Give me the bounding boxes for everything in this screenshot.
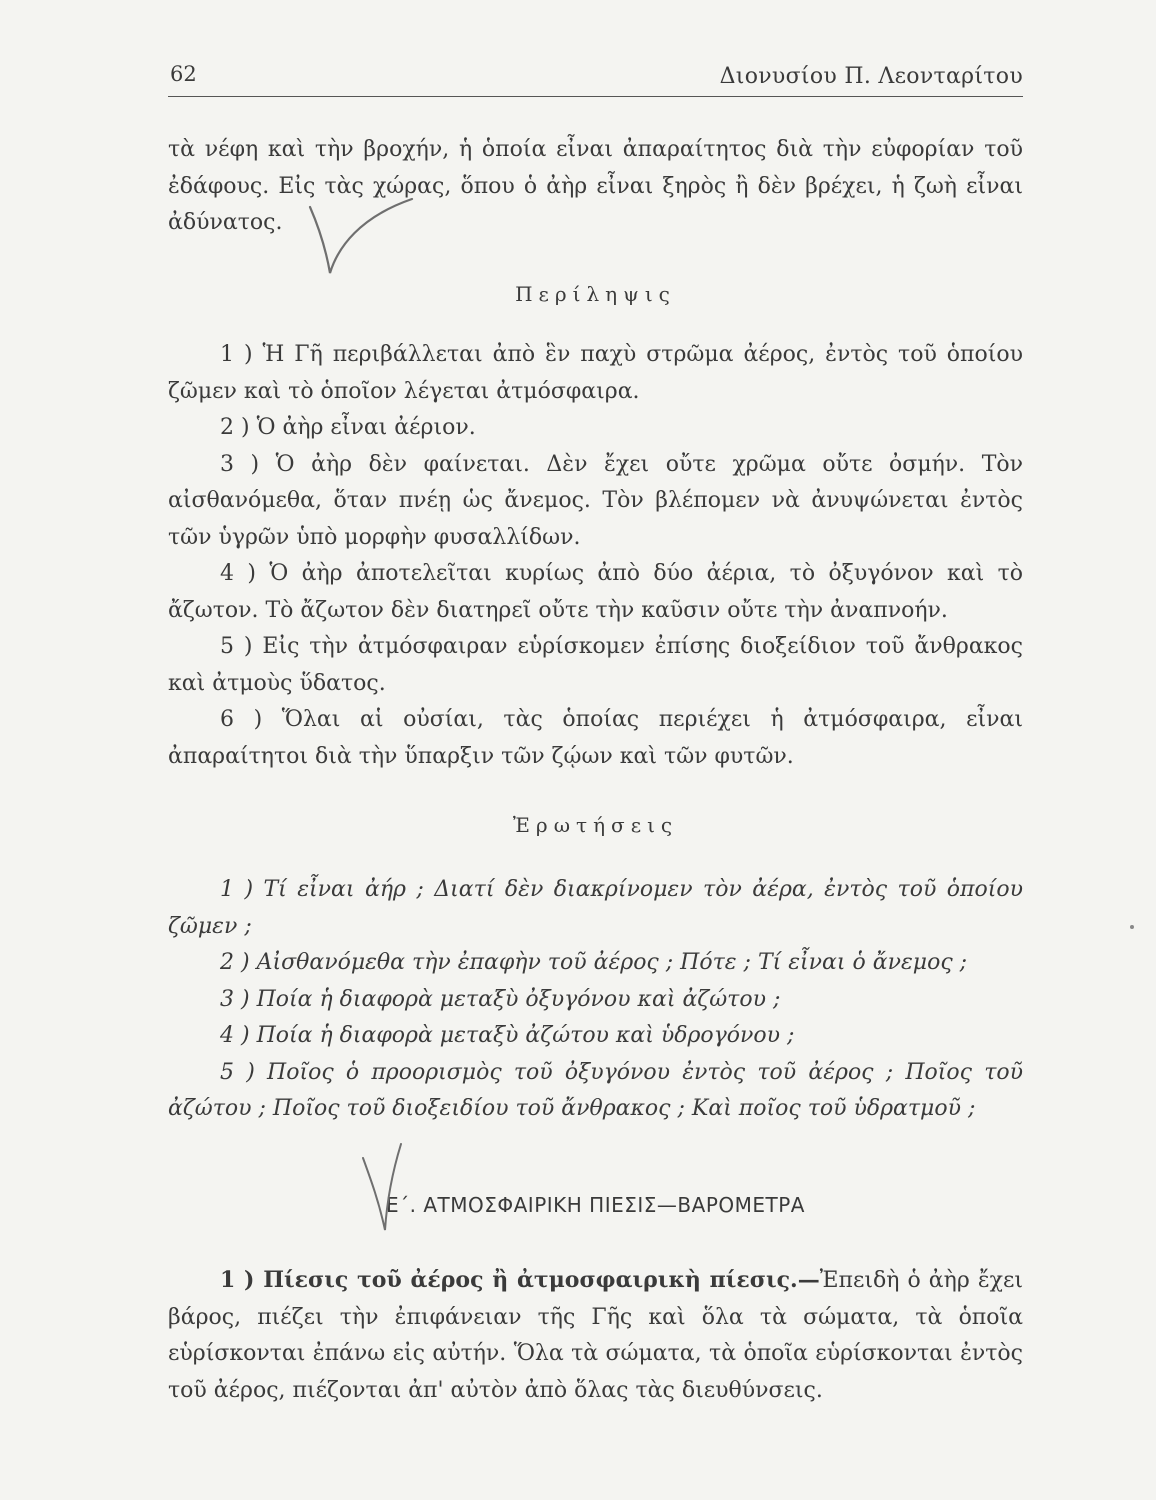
page-number: 62 [170,62,197,86]
question-item: 4 ) Ποία ἡ διαφορὰ μεταξὺ ἀζώτου καὶ ὑδρογόνου ; [220,1023,795,1048]
subsection-text: Ἐπειδὴ ὁ ἀὴρ ἔχει βάρος, πιέζει τὴν ἐπιφάνειαν τῆς Γῆς καὶ ὅλα τὰ σώματα, τὰ ὁποῖα εὑρίσκονται ἐπάνω εἰς αὐτήν. Ὅλα τὰ σώματα, τὰ ὁποῖα εὑρίσκονται ἐντὸς τοῦ ἀέρος, πιέζονται ἀπ' αὐτὸν ἀπὸ ὅλας τὰς διευθύνσεις. [168,1268,1023,1403]
questions-list [168,872,1023,1128]
summary-item: 3 ) Ὁ ἀὴρ δὲν φαίνεται. Δὲν ἔχει οὔτε χρῶμα οὔτε ὀσμήν. Τὸν αἰσθανόμεθα, ὅταν πνέῃ ὡς ἄνεμος. Τὸν βλέπομεν νὰ ἀνυψώνεται ἐντὸς τῶν ὑγρῶν ὑπὸ μορφὴν φυσαλλίδων. [168,451,1023,550]
paper-speck [1130,925,1134,929]
question-item: 3 ) Ποία ἡ διαφορὰ μεταξὺ ὀξυγόνου καὶ ἀζώτου ; [220,986,781,1012]
summary-item: 2 ) Ὁ ἀὴρ εἶναι ἀέριον. [220,415,476,440]
question-item: 2 ) Αἰσθανόμεθα τὴν ἐπαφὴν τοῦ ἀέρος ; Πότε ; Τί εἶναι ὁ ἄνεμος ; [220,950,968,975]
summary-item: 5 ) Εἰς τὴν ἀτμόσφαιραν εὑρίσκομεν ἐπίσης διοξείδιον τοῦ ἄνθρακος καὶ ἀτμοὺς ὕδατος. [168,634,1023,696]
subsection-paragraph [168,1262,1023,1409]
subsection-heading: 1 ) Πίεσις τοῦ ἀέρος ἢ ἀτμοσφαιρικὴ πίεσις.— [220,1267,820,1293]
intro-paragraph: τὰ νέφη καὶ τὴν βροχήν, ἡ ὁποία εἶναι ἀπαραίτητος διὰ τὴν εὐφορίαν τοῦ ἐδάφους. Εἰς τὰς χώρας, ὅπου ὁ ἀὴρ εἶναι ξηρὸς ἢ δὲν βρέχει, ἡ ζωὴ εἶναι ἀδύνατος. [168,137,1023,235]
questions-heading: Ἐρωτήσεις [512,813,679,837]
pencil-checkmark-icon [355,1140,415,1240]
page-header [168,58,1023,97]
question-item: 1 ) Τί εἶναι ἀήρ ; Διατί δὲν διακρίνομεν τὸν ἀέρα, ἐντὸς τοῦ ὁποίου ζῶμεν ; [168,877,1023,939]
summary-item: 6 ) Ὅλαι αἱ οὐσίαι, τὰς ὁποίας περιέχει ἡ ἀτμόσφαιρα, εἶναι ἀπαραίτητοι διὰ τὴν ὕπαρξιν τῶν ζῴων καὶ τῶν φυτῶν. [168,707,1023,769]
intro-paragraph-block [168,132,1023,242]
summary-item: 1 ) Ἡ Γῆ περιβάλλεται ἀπὸ ἓν παχὺ στρῶμα ἀέρος, ἐντὸς τοῦ ὁποίου ζῶμεν καὶ τὸ ὁποῖον λέγεται ἀτμόσφαιρα. [168,342,1023,404]
section-title: Ε΄. ΑΤΜΟΣΦΑΙΡΙΚΗ ΠΙΕΣΙΣ—ΒΑΡΟΜΕΤΡΑ [386,1193,805,1217]
summary-item: 4 ) Ὁ ἀὴρ ἀποτελεῖται κυρίως ἀπὸ δύο ἀέρια, τὸ ὀξυγόνον καὶ τὸ ἄζωτον. Τὸ ἄζωτον δὲν διατηρεῖ οὔτε τὴν καῦσιν οὔτε τὴν ἀναπνοήν. [168,561,1023,623]
question-item: 5 ) Ποῖος ὁ προορισμὸς τοῦ ὀξυγόνου ἐντὸς τοῦ ἀέρος ; Ποῖος τοῦ ἀζώτου ; Ποῖος τοῦ διοξειδίου τοῦ ἄνθρακος ; Καὶ ποῖος τοῦ ὑδρατμοῦ ; [168,1059,1023,1121]
summary-list [168,337,1023,775]
running-head: Διονυσίου Π. Λεονταρίτου [719,64,1023,89]
summary-heading: Περίληψις [515,282,676,306]
